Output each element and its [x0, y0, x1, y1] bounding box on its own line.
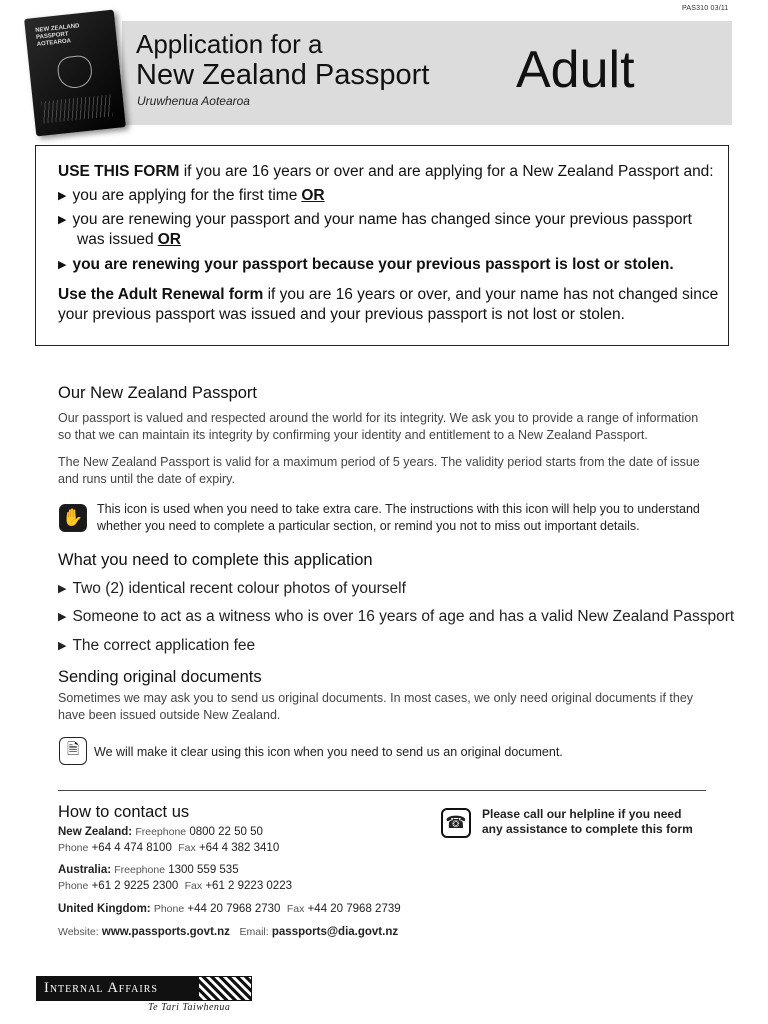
- our-passport-heading: Our New Zealand Passport: [58, 384, 258, 402]
- document-icon-note: We will make it clear using this icon when you need to send us an original document.: [94, 745, 563, 759]
- sending-docs-line1: Sometimes we may ask you to send us original documents. In most cases, we only need original documents if they: [58, 691, 694, 705]
- eligibility-bullet-3-text: you are renewing your passport because your previous passport is lost or stolen.: [72, 256, 674, 273]
- helpline-note: [482, 807, 693, 836]
- sending-docs-line2: have been issued outside New Zealand.: [58, 708, 281, 722]
- email-link[interactable]: passports@dia.govt.nz: [271, 926, 399, 938]
- contact-nz-line1: [58, 826, 263, 838]
- our-passport-p1-line1: Our passport is valued and respected around the world for its integrity. We ask you to provide a range of information: [58, 411, 699, 425]
- list-item-text: Someone to act as a witness who is over 16 years of age and has a valid New Zealand Passport: [72, 608, 735, 625]
- title-maori: Uruwhenua Aotearoa: [137, 94, 250, 108]
- fern-pattern: [41, 94, 113, 123]
- contact-nz-line2: [58, 842, 279, 854]
- au-freephone: 1300 559 535: [168, 864, 239, 876]
- what-you-need-heading: What you need to complete this application: [58, 551, 373, 569]
- contact-nz-label: New Zealand:: [58, 826, 133, 838]
- our-passport-p2-line2: and runs until the date of expiry.: [58, 472, 235, 486]
- contact-au-line1: [58, 864, 239, 876]
- nz-fax: +64 4 382 3410: [198, 842, 280, 854]
- eligibility-bullet-2-cont: [77, 231, 181, 249]
- eligibility-bullet-2: [58, 211, 692, 229]
- eligibility-bullet-1: [58, 187, 325, 205]
- triangle-bullet-icon: ▶: [58, 214, 67, 226]
- uk-phone: +44 20 7968 2730: [187, 903, 281, 915]
- coat-of-arms-icon: [56, 54, 93, 89]
- list-item: [58, 608, 734, 626]
- nz-phone: +64 4 474 8100: [91, 842, 172, 854]
- renewal-note-rest: if you are 16 years or over, and your name has not changed since: [263, 286, 719, 303]
- title-line2: New Zealand Passport: [136, 59, 430, 91]
- passport-cover-text: NEW ZEALAND PASSPORT AOTEAROA: [35, 23, 80, 48]
- fax-label: Fax: [178, 842, 196, 854]
- website-link[interactable]: www.passports.govt.nz: [101, 926, 230, 938]
- hand-icon: ✋: [59, 504, 87, 532]
- nz-freephone: 0800 22 50 50: [189, 826, 263, 838]
- eligibility-bullet-1-text: you are applying for the first time: [72, 187, 298, 204]
- eligibility-bullet-3: [58, 256, 674, 274]
- title-line1: Application for a: [136, 29, 323, 59]
- renewal-note-line2: your previous passport was issued and your previous passport is not lost or stolen.: [58, 306, 625, 323]
- or-label: OR: [301, 187, 325, 204]
- uk-fax: +44 20 7968 2739: [307, 903, 401, 915]
- phone-label: Phone: [58, 842, 89, 854]
- form-type: Adult: [516, 41, 635, 99]
- helpline-line1: Please call our helpline if you need: [482, 807, 682, 821]
- contact-heading: How to contact us: [58, 803, 190, 821]
- list-item-text: The correct application fee: [72, 637, 256, 654]
- contact-au-line2: [58, 880, 292, 892]
- fax-label: Fax: [286, 903, 305, 915]
- passport-cover-image: [24, 10, 126, 137]
- section-divider: [58, 790, 706, 791]
- triangle-bullet-icon: ▶: [58, 583, 67, 595]
- logo-org-maori: Te Tari Taiwhenua: [148, 1002, 231, 1013]
- eligibility-intro: [58, 163, 714, 181]
- eligibility-bullet-2-text-cont: was issued: [77, 231, 154, 248]
- or-label: OR: [157, 231, 181, 248]
- eligibility-intro-rest: if you are 16 years or over and are applying for a New Zealand Passport and:: [179, 163, 714, 180]
- care-icon-note-line2: whether you need to complete a particular section, or remind you not to miss out important details.: [97, 519, 640, 533]
- contact-au-label: Australia:: [58, 864, 112, 876]
- renewal-note: [58, 286, 718, 304]
- eligibility-bullet-2-text: you are renewing your passport and your name has changed since your previous passport: [72, 211, 692, 228]
- sending-docs-heading: Sending original documents: [58, 668, 262, 686]
- freephone-label: Freephone: [114, 864, 166, 876]
- helpline-line2: any assistance to complete this form: [482, 821, 693, 836]
- website-label: Website:: [58, 926, 99, 938]
- au-phone: +61 2 9225 2300: [91, 880, 179, 892]
- logo-org-name: Internal Affairs: [44, 980, 158, 996]
- email-label: Email:: [239, 926, 269, 938]
- telephone-icon: ☎: [441, 808, 471, 838]
- list-item: [58, 637, 255, 655]
- triangle-bullet-icon: ▶: [58, 640, 67, 652]
- list-item: [58, 580, 406, 598]
- form-code: PAS310 03/11: [682, 5, 729, 12]
- eligibility-intro-bold: USE THIS FORM: [58, 163, 180, 180]
- our-passport-p2-line1: The New Zealand Passport is valid for a maximum period of 5 years. The validity period starts from the date of issue: [58, 455, 700, 469]
- renewal-note-bold: Use the Adult Renewal form: [58, 286, 264, 303]
- document-icon: 🗎: [59, 737, 87, 765]
- triangle-bullet-icon: ▶: [58, 611, 67, 623]
- logo-pattern-icon: [198, 976, 252, 1001]
- contact-uk-line: [58, 903, 401, 915]
- care-icon-note-line1: This icon is used when you need to take extra care. The instructions with this icon will help you to understand: [97, 502, 700, 516]
- triangle-bullet-icon: ▶: [58, 190, 67, 202]
- freephone-label: Freephone: [135, 826, 187, 838]
- phone-label: Phone: [58, 880, 89, 892]
- our-passport-p1-line2: so that we can maintain its integrity by confirming your identity and entitlement to a New Zealand Passport.: [58, 428, 648, 442]
- au-fax: +61 2 9223 0223: [205, 880, 292, 892]
- list-item-text: Two (2) identical recent colour photos of yourself: [72, 580, 406, 597]
- contact-uk-label: United Kingdom:: [58, 903, 151, 915]
- triangle-bullet-icon: ▶: [58, 259, 67, 271]
- contact-web-line: [58, 926, 398, 938]
- phone-label: Phone: [153, 903, 185, 915]
- fax-label: Fax: [184, 880, 203, 892]
